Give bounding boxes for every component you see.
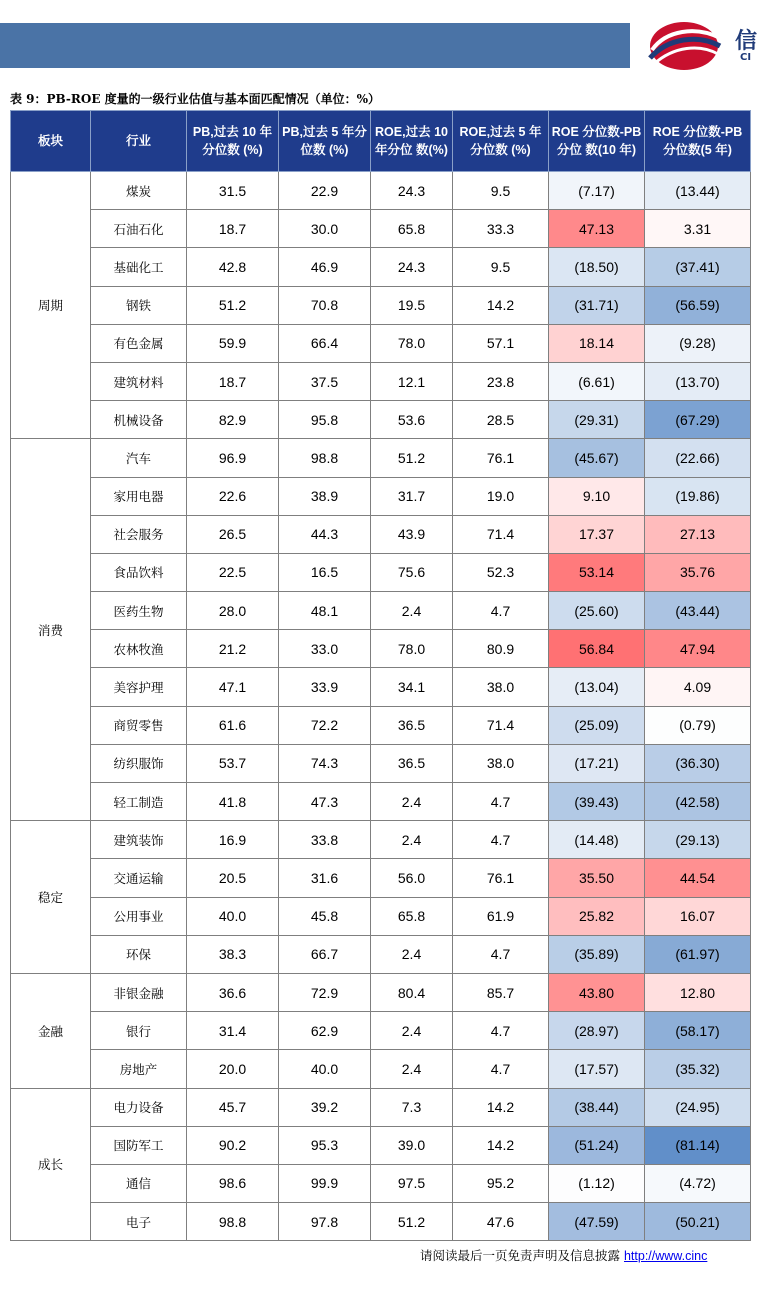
cell-pb-10y: 18.7 [187, 362, 279, 400]
cell-roe-5y: 4.7 [453, 1012, 549, 1050]
cell-roe-10y: 2.4 [371, 1050, 453, 1088]
cell-roe-10y: 43.9 [371, 515, 453, 553]
cell-sector: 金融 [11, 973, 91, 1088]
cell-pb-10y: 51.2 [187, 286, 279, 324]
cell-industry: 煤炭 [91, 172, 187, 210]
cell-roe-5y: 61.9 [453, 897, 549, 935]
cell-industry: 基础化工 [91, 248, 187, 286]
cell-pb-10y: 16.9 [187, 821, 279, 859]
cell-roe-10y: 65.8 [371, 897, 453, 935]
cell-diff-10y: 18.14 [549, 324, 645, 362]
cell-industry: 石油石化 [91, 210, 187, 248]
cell-diff-5y: (19.86) [645, 477, 751, 515]
table-row [11, 706, 751, 744]
cell-diff-10y: 56.84 [549, 630, 645, 668]
cell-diff-5y: (22.66) [645, 439, 751, 477]
cell-roe-5y: 33.3 [453, 210, 549, 248]
cell-diff-10y: 25.82 [549, 897, 645, 935]
cell-pb-5y: 46.9 [279, 248, 371, 286]
cell-roe-5y: 52.3 [453, 553, 549, 591]
cell-diff-10y: (39.43) [549, 783, 645, 821]
cell-diff-5y: (13.44) [645, 172, 751, 210]
cell-roe-10y: 36.5 [371, 706, 453, 744]
cell-pb-10y: 22.6 [187, 477, 279, 515]
header-roe-10y: ROE,过去 10 年分位 数(%) [371, 111, 453, 172]
cell-pb-5y: 44.3 [279, 515, 371, 553]
table-row [11, 1088, 751, 1126]
table-row [11, 592, 751, 630]
table-row [11, 553, 751, 591]
table-header-row [11, 111, 751, 172]
table-row [11, 1012, 751, 1050]
cell-diff-10y: (13.04) [549, 668, 645, 706]
logo-icon [646, 20, 726, 72]
cell-roe-5y: 76.1 [453, 859, 549, 897]
cell-diff-5y: (56.59) [645, 286, 751, 324]
cell-pb-10y: 31.5 [187, 172, 279, 210]
cell-roe-10y: 24.3 [371, 172, 453, 210]
cell-roe-10y: 53.6 [371, 401, 453, 439]
cell-pb-10y: 40.0 [187, 897, 279, 935]
cell-industry: 交通运输 [91, 859, 187, 897]
cell-roe-10y: 7.3 [371, 1088, 453, 1126]
header-bar [0, 23, 630, 68]
cell-diff-5y: (35.32) [645, 1050, 751, 1088]
table-row [11, 1126, 751, 1164]
cell-pb-5y: 66.4 [279, 324, 371, 362]
cell-diff-10y: (28.97) [549, 1012, 645, 1050]
cell-roe-10y: 2.4 [371, 1012, 453, 1050]
cell-roe-5y: 28.5 [453, 401, 549, 439]
cell-industry: 电力设备 [91, 1088, 187, 1126]
cell-roe-5y: 4.7 [453, 821, 549, 859]
footer-text: 请阅读最后一页免责声明及信息披露 [420, 1248, 624, 1263]
cell-diff-10y: (17.57) [549, 1050, 645, 1088]
table-row [11, 1203, 751, 1241]
cell-roe-10y: 80.4 [371, 973, 453, 1011]
cell-industry: 机械设备 [91, 401, 187, 439]
cell-diff-5y: (43.44) [645, 592, 751, 630]
cell-pb-10y: 36.6 [187, 973, 279, 1011]
cell-sector: 周期 [11, 172, 91, 439]
cell-pb-10y: 20.5 [187, 859, 279, 897]
cell-pb-10y: 53.7 [187, 744, 279, 782]
cell-roe-10y: 34.1 [371, 668, 453, 706]
cell-diff-5y: (4.72) [645, 1164, 751, 1202]
cell-diff-5y: 35.76 [645, 553, 751, 591]
cell-diff-5y: (9.28) [645, 324, 751, 362]
cell-diff-10y: (17.21) [549, 744, 645, 782]
cell-pb-10y: 18.7 [187, 210, 279, 248]
header-roe-5y: ROE,过去 5 年分位数 (%) [453, 111, 549, 172]
cell-diff-5y: (0.79) [645, 706, 751, 744]
cell-pb-5y: 47.3 [279, 783, 371, 821]
table-row [11, 821, 751, 859]
valuation-table [10, 110, 751, 1241]
cell-pb-10y: 96.9 [187, 439, 279, 477]
table-row [11, 362, 751, 400]
cell-diff-5y: (58.17) [645, 1012, 751, 1050]
cell-pb-10y: 42.8 [187, 248, 279, 286]
cell-diff-10y: (31.71) [549, 286, 645, 324]
cell-industry: 公用事业 [91, 897, 187, 935]
cell-roe-5y: 4.7 [453, 1050, 549, 1088]
cell-roe-5y: 95.2 [453, 1164, 549, 1202]
cell-roe-5y: 4.7 [453, 592, 549, 630]
cell-pb-5y: 70.8 [279, 286, 371, 324]
cell-industry: 纺织服饰 [91, 744, 187, 782]
cell-industry: 有色金属 [91, 324, 187, 362]
cell-roe-10y: 36.5 [371, 744, 453, 782]
cell-pb-5y: 33.8 [279, 821, 371, 859]
cell-roe-5y: 4.7 [453, 935, 549, 973]
cell-industry: 农林牧渔 [91, 630, 187, 668]
cell-industry: 医药生物 [91, 592, 187, 630]
cell-roe-5y: 4.7 [453, 783, 549, 821]
cell-diff-5y: (36.30) [645, 744, 751, 782]
cell-roe-10y: 65.8 [371, 210, 453, 248]
table-caption: 表 9：PB-ROE 度量的一级行业估值与基本面匹配情况（单位：%） [10, 92, 381, 106]
header-diff-10y: ROE 分位数-PB 分位 数(10 年) [549, 111, 645, 172]
cell-pb-5y: 38.9 [279, 477, 371, 515]
cell-roe-5y: 38.0 [453, 744, 549, 782]
cell-diff-5y: (42.58) [645, 783, 751, 821]
cell-diff-5y: (29.13) [645, 821, 751, 859]
cell-pb-10y: 38.3 [187, 935, 279, 973]
cell-diff-10y: (25.60) [549, 592, 645, 630]
logo-text: 信 [735, 29, 757, 54]
cell-pb-5y: 45.8 [279, 897, 371, 935]
table-row [11, 1164, 751, 1202]
cell-pb-5y: 33.0 [279, 630, 371, 668]
cell-roe-10y: 12.1 [371, 362, 453, 400]
table-row [11, 210, 751, 248]
cell-roe-10y: 2.4 [371, 592, 453, 630]
cell-diff-5y: (50.21) [645, 1203, 751, 1241]
cell-roe-10y: 2.4 [371, 783, 453, 821]
cell-diff-5y: (67.29) [645, 401, 751, 439]
cell-diff-10y: (29.31) [549, 401, 645, 439]
table-row [11, 744, 751, 782]
table-body [11, 172, 751, 1241]
cell-diff-10y: 9.10 [549, 477, 645, 515]
cell-diff-10y: (18.50) [549, 248, 645, 286]
table-row [11, 286, 751, 324]
cell-pb-10y: 45.7 [187, 1088, 279, 1126]
table-row [11, 897, 751, 935]
cell-pb-10y: 98.8 [187, 1203, 279, 1241]
cell-roe-10y: 19.5 [371, 286, 453, 324]
cell-industry: 轻工制造 [91, 783, 187, 821]
cell-industry: 银行 [91, 1012, 187, 1050]
cell-roe-5y: 85.7 [453, 973, 549, 1011]
cell-pb-5y: 48.1 [279, 592, 371, 630]
cell-pb-5y: 72.9 [279, 973, 371, 1011]
cell-diff-10y: 43.80 [549, 973, 645, 1011]
cell-roe-10y: 78.0 [371, 324, 453, 362]
cell-pb-10y: 41.8 [187, 783, 279, 821]
cell-pb-5y: 98.8 [279, 439, 371, 477]
cell-roe-5y: 80.9 [453, 630, 549, 668]
header-diff-5y: ROE 分位数-PB 分位数(5 年) [645, 111, 751, 172]
cell-industry: 建筑材料 [91, 362, 187, 400]
cell-diff-10y: (6.61) [549, 362, 645, 400]
cell-industry: 建筑装饰 [91, 821, 187, 859]
cell-industry: 环保 [91, 935, 187, 973]
cell-diff-10y: (51.24) [549, 1126, 645, 1164]
table-row [11, 324, 751, 362]
cell-roe-10y: 2.4 [371, 935, 453, 973]
cell-roe-10y: 39.0 [371, 1126, 453, 1164]
cell-pb-5y: 99.9 [279, 1164, 371, 1202]
cell-industry: 非银金融 [91, 973, 187, 1011]
table-row [11, 1050, 751, 1088]
header-pb-5y: PB,过去 5 年分位数 (%) [279, 111, 371, 172]
cell-diff-10y: 17.37 [549, 515, 645, 553]
cell-diff-10y: (45.67) [549, 439, 645, 477]
cell-diff-10y: (47.59) [549, 1203, 645, 1241]
table-row [11, 477, 751, 515]
cell-pb-10y: 59.9 [187, 324, 279, 362]
cell-pb-10y: 82.9 [187, 401, 279, 439]
cell-roe-5y: 23.8 [453, 362, 549, 400]
cell-diff-5y: 12.80 [645, 973, 751, 1011]
table-row [11, 172, 751, 210]
table-row [11, 783, 751, 821]
cell-roe-10y: 75.6 [371, 553, 453, 591]
cell-pb-5y: 16.5 [279, 553, 371, 591]
cell-pb-5y: 95.3 [279, 1126, 371, 1164]
cell-pb-5y: 31.6 [279, 859, 371, 897]
cell-pb-5y: 30.0 [279, 210, 371, 248]
cell-pb-10y: 26.5 [187, 515, 279, 553]
cell-roe-5y: 14.2 [453, 1126, 549, 1164]
cell-roe-5y: 14.2 [453, 286, 549, 324]
cell-roe-10y: 51.2 [371, 439, 453, 477]
cell-industry: 钢铁 [91, 286, 187, 324]
cell-roe-10y: 24.3 [371, 248, 453, 286]
cell-pb-5y: 37.5 [279, 362, 371, 400]
cell-diff-5y: (81.14) [645, 1126, 751, 1164]
table-row [11, 401, 751, 439]
cell-roe-10y: 2.4 [371, 821, 453, 859]
cell-diff-5y: (37.41) [645, 248, 751, 286]
cell-roe-5y: 9.5 [453, 248, 549, 286]
cell-pb-10y: 47.1 [187, 668, 279, 706]
cell-roe-10y: 78.0 [371, 630, 453, 668]
cell-diff-10y: (25.09) [549, 706, 645, 744]
table-row [11, 859, 751, 897]
cell-pb-5y: 72.2 [279, 706, 371, 744]
cell-industry: 社会服务 [91, 515, 187, 553]
cell-diff-10y: 47.13 [549, 210, 645, 248]
cell-diff-10y: (14.48) [549, 821, 645, 859]
cell-industry: 汽车 [91, 439, 187, 477]
cell-diff-10y: 35.50 [549, 859, 645, 897]
cell-industry: 食品饮料 [91, 553, 187, 591]
cell-industry: 家用电器 [91, 477, 187, 515]
cell-pb-10y: 90.2 [187, 1126, 279, 1164]
cell-roe-5y: 76.1 [453, 439, 549, 477]
cell-diff-5y: (61.97) [645, 935, 751, 973]
cell-roe-5y: 71.4 [453, 515, 549, 553]
table-row [11, 439, 751, 477]
cell-industry: 通信 [91, 1164, 187, 1202]
cell-industry: 美容护理 [91, 668, 187, 706]
table-row [11, 630, 751, 668]
cell-sector: 成长 [11, 1088, 91, 1241]
cell-pb-5y: 40.0 [279, 1050, 371, 1088]
cell-diff-5y: (24.95) [645, 1088, 751, 1126]
cell-industry: 房地产 [91, 1050, 187, 1088]
cell-sector: 稳定 [11, 821, 91, 974]
cell-diff-5y: 27.13 [645, 515, 751, 553]
cell-diff-10y: (1.12) [549, 1164, 645, 1202]
cell-pb-5y: 97.8 [279, 1203, 371, 1241]
cell-diff-5y: 16.07 [645, 897, 751, 935]
cell-pb-5y: 95.8 [279, 401, 371, 439]
header-pb-10y: PB,过去 10 年分位数 (%) [187, 111, 279, 172]
cell-sector: 消费 [11, 439, 91, 821]
cell-diff-10y: 53.14 [549, 553, 645, 591]
header-industry: 行业 [91, 111, 187, 172]
cell-pb-5y: 66.7 [279, 935, 371, 973]
cell-diff-5y: 3.31 [645, 210, 751, 248]
cell-diff-5y: 44.54 [645, 859, 751, 897]
cell-pb-10y: 28.0 [187, 592, 279, 630]
cell-pb-5y: 74.3 [279, 744, 371, 782]
cell-roe-5y: 71.4 [453, 706, 549, 744]
cell-pb-10y: 22.5 [187, 553, 279, 591]
cell-roe-10y: 51.2 [371, 1203, 453, 1241]
table-row [11, 515, 751, 553]
cell-roe-10y: 97.5 [371, 1164, 453, 1202]
cell-roe-10y: 31.7 [371, 477, 453, 515]
cell-diff-10y: (35.89) [549, 935, 645, 973]
cell-pb-5y: 39.2 [279, 1088, 371, 1126]
table-row [11, 668, 751, 706]
cell-pb-5y: 22.9 [279, 172, 371, 210]
footer-disclaimer [420, 1246, 707, 1264]
cell-roe-5y: 9.5 [453, 172, 549, 210]
logo-subtext: CI [740, 52, 752, 63]
table-row [11, 973, 751, 1011]
cell-industry: 商贸零售 [91, 706, 187, 744]
cell-diff-5y: (13.70) [645, 362, 751, 400]
cell-diff-10y: (7.17) [549, 172, 645, 210]
cell-pb-10y: 21.2 [187, 630, 279, 668]
cell-diff-5y: 47.94 [645, 630, 751, 668]
cell-industry: 电子 [91, 1203, 187, 1241]
cell-diff-5y: 4.09 [645, 668, 751, 706]
table-row [11, 248, 751, 286]
cell-pb-10y: 31.4 [187, 1012, 279, 1050]
cell-pb-5y: 33.9 [279, 668, 371, 706]
cell-diff-10y: (38.44) [549, 1088, 645, 1126]
cell-roe-5y: 57.1 [453, 324, 549, 362]
cell-industry: 国防军工 [91, 1126, 187, 1164]
header-sector: 板块 [11, 111, 91, 172]
cell-pb-10y: 20.0 [187, 1050, 279, 1088]
cell-roe-5y: 47.6 [453, 1203, 549, 1241]
cell-roe-10y: 56.0 [371, 859, 453, 897]
cell-roe-5y: 14.2 [453, 1088, 549, 1126]
table-row [11, 935, 751, 973]
cell-pb-10y: 98.6 [187, 1164, 279, 1202]
cell-pb-10y: 61.6 [187, 706, 279, 744]
cell-roe-5y: 38.0 [453, 668, 549, 706]
cell-pb-5y: 62.9 [279, 1012, 371, 1050]
footer-link[interactable]: http://www.cinc [623, 1249, 708, 1263]
cell-roe-5y: 19.0 [453, 477, 549, 515]
